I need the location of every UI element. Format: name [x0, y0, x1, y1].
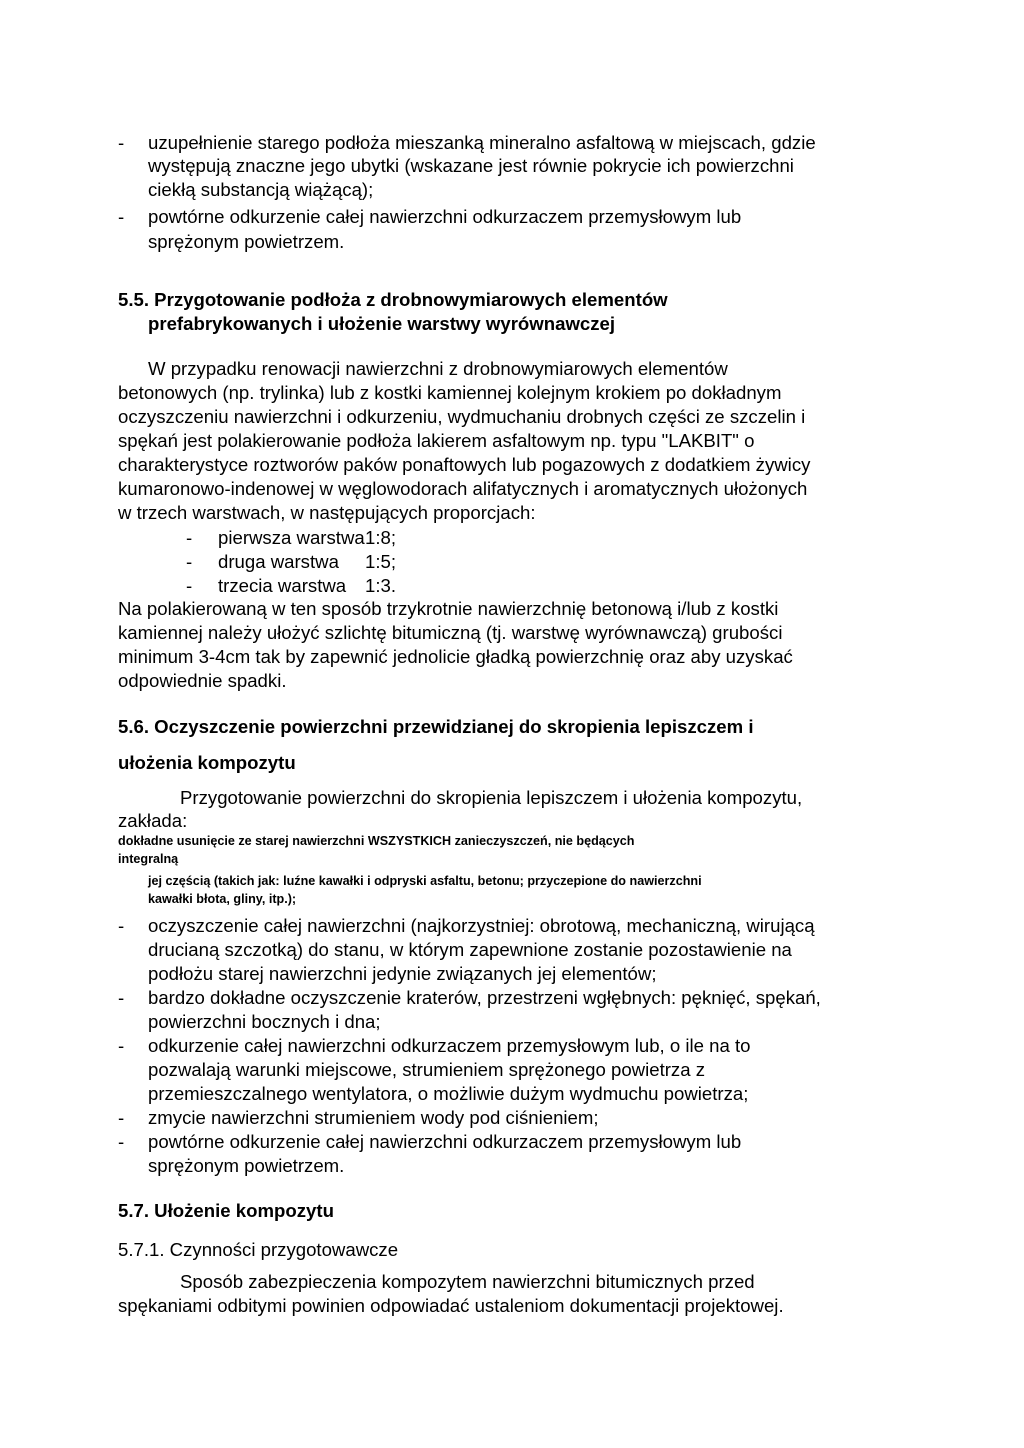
list-item-line: pozwalają warunki miejscowe, strumieniem sprężonego powietrza z [148, 1059, 706, 1080]
paragraph-line: charakterystyce roztworów paków ponaftowych lub pogazowych z dodatkiem żywicy [118, 454, 811, 475]
paragraph-line: betonowych (np. trylinka) lub z kostki kamiennej kolejnym krokiem po dokładnym [118, 382, 782, 403]
list-item-line: zmycie nawierzchni strumieniem wody pod ciśnieniem; [148, 1107, 599, 1128]
layer-ratio: 1:3. [365, 575, 397, 596]
list-item-line: bardzo dokładne oczyszczenie kraterów, przestrzeni wgłębnych: pęknięć, spękań, [148, 987, 821, 1008]
paragraph-line: spękaniami odbitymi powinien odpowiadać ustaleniom dokumentacji projektowej. [118, 1295, 784, 1316]
section-heading: ułożenia kompozytu [118, 752, 296, 773]
paragraph-line: oczyszczeniu nawierzchni i odkurzeniu, wydmuchaniu drobnych części ze szczelin i [118, 406, 806, 427]
paragraph-line: w trzech warstwach, w następujących proporcjach: [118, 502, 536, 523]
paragraph-line: kamiennej należy ułożyć szlichtę bitumiczną (tj. warstwę wyrównawczą) grubości [118, 622, 783, 643]
layer-name: trzecia warstwa [218, 575, 347, 596]
paragraph-line: spękań jest polakierowanie podłoża lakierem asfaltowym np. typu "LAKBIT" o [118, 430, 755, 451]
list-item-line: przemieszczalnego wentylatora, o możliwie dużym wydmuchu powietrza; [148, 1083, 749, 1104]
small-text-line: dokładne usunięcie ze starej nawierzchni WSZYSTKICH zanieczyszczeń, nie będących [118, 834, 635, 848]
paragraph-line: Sposób zabezpieczenia kompozytem nawierzchni bitumicznych przed [180, 1271, 755, 1292]
paragraph-line: Na polakierowaną w ten sposób trzykrotnie nawierzchnię betonową i/lub z kostki [118, 598, 779, 619]
text-line: ciekłą substancją wiążącą); [148, 179, 374, 200]
section-heading: prefabrykowanych i ułożenie warstwy wyrównawczej [148, 313, 616, 334]
section-heading: 5.7. Ułożenie kompozytu [118, 1200, 334, 1221]
paragraph-line: Przygotowanie powierzchni do skropienia lepiszczem i ułożenia kompozytu, [180, 787, 803, 808]
layer-ratio: 1:5; [365, 551, 397, 572]
list-item-line: podłożu starej nawierzchni jedynie związanych jej elementów; [148, 963, 657, 984]
text-line: sprężonym powietrzem. [148, 231, 345, 252]
paragraph-line: odpowiednie spadki. [118, 670, 287, 691]
paragraph-line: minimum 3-4cm tak by zapewnić jednolicie gładką powierzchnię oraz aby uzyskać [118, 646, 793, 667]
list-bullet: - [118, 1035, 125, 1056]
layer-ratio: 1:8; [365, 527, 397, 548]
text-line: uzupełnienie starego podłoża mieszanką mineralno asfaltową w miejscach, gdzie [148, 132, 816, 153]
section-heading: 5.5. Przygotowanie podłoża z drobnowymiarowych elementów [118, 289, 668, 310]
small-text-line: integralną [118, 852, 179, 866]
section-heading: 5.6. Oczyszczenie powierzchni przewidzianej do skropienia lepiszczem i [118, 716, 754, 737]
list-bullet: - [118, 132, 125, 153]
text-line: powtórne odkurzenie całej nawierzchni odkurzaczem przemysłowym lub [148, 206, 742, 227]
paragraph-line: W przypadku renowacji nawierzchni z drobnowymiarowych elementów [148, 358, 728, 379]
list-bullet: - [118, 1107, 125, 1128]
list-bullet: - [186, 575, 193, 596]
list-bullet: - [118, 1131, 125, 1152]
list-bullet: - [118, 206, 125, 227]
list-bullet: - [118, 915, 125, 936]
text-line: występują znaczne jego ubytki (wskazane jest równie pokrycie ich powierzchni [148, 155, 794, 176]
layer-name: pierwsza warstwa [218, 527, 365, 548]
list-item-line: sprężonym powietrzem. [148, 1155, 345, 1176]
list-item-line: oczyszczenie całej nawierzchni (najkorzystniej: obrotową, mechaniczną, wirującą [148, 915, 815, 936]
paragraph-line: kumaronowo-indenowej w węglowodorach alifatycznych i aromatycznych ułożonych [118, 478, 808, 499]
list-item-line: powierzchni bocznych i dna; [148, 1011, 381, 1032]
list-bullet: - [118, 987, 125, 1008]
list-item-line: powtórne odkurzenie całej nawierzchni odkurzaczem przemysłowym lub [148, 1131, 742, 1152]
subsection-heading: 5.7.1. Czynności przygotowawcze [118, 1239, 399, 1260]
small-text-line: kawałki błota, gliny, itp.); [148, 892, 297, 906]
list-item-line: drucianą szczotką) do stanu, w którym zapewnione zostanie pozostawienie na [148, 939, 792, 960]
list-bullet: - [186, 527, 193, 548]
list-item-line: odkurzenie całej nawierzchni odkurzaczem przemysłowym lub, o ile na to [148, 1035, 751, 1056]
layer-name: druga warstwa [218, 551, 339, 572]
list-bullet: - [186, 551, 193, 572]
small-text-line: jej częścią (takich jak: luźne kawałki i odpryski asfaltu, betonu; przyczepione do nawierzchni [148, 874, 702, 888]
paragraph-line: zakłada: [118, 810, 188, 831]
